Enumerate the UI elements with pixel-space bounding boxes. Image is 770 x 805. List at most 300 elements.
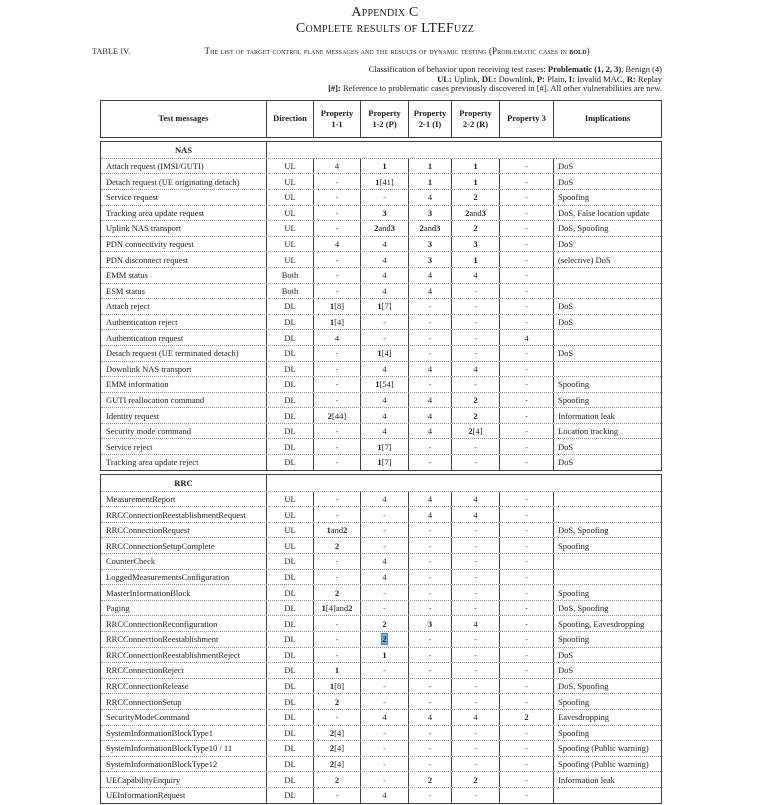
table-row bbox=[101, 376, 661, 392]
value-token: 1 bbox=[473, 161, 478, 172]
cell-direction: DL bbox=[266, 726, 313, 741]
cell-property bbox=[451, 299, 499, 314]
value-token: 4 bbox=[382, 790, 387, 801]
value-token: - bbox=[525, 254, 528, 265]
value-token: 1 bbox=[326, 525, 331, 536]
value-token: - bbox=[525, 618, 528, 629]
caption-suffix: ) bbox=[586, 46, 590, 56]
value-token: - bbox=[335, 441, 339, 452]
cell-message: LoggedMeasurementsConfiguration bbox=[106, 571, 230, 582]
cell-direction: DL bbox=[266, 772, 313, 787]
cell-message: EMM information bbox=[106, 379, 169, 390]
cell-message: GUTI reallocation command bbox=[106, 394, 205, 405]
table-row bbox=[101, 189, 661, 205]
value-token: [4] bbox=[325, 603, 336, 614]
column-header bbox=[266, 101, 313, 137]
cell-property bbox=[499, 741, 553, 756]
cell-property bbox=[499, 159, 553, 174]
value-token: 2 bbox=[343, 525, 348, 536]
cell-direction: UL bbox=[266, 206, 313, 221]
value-token: - bbox=[428, 379, 432, 390]
cell-implication bbox=[553, 507, 661, 522]
cell-direction: DL bbox=[266, 663, 313, 678]
cell-property bbox=[408, 523, 451, 538]
cell-direction: DL bbox=[266, 741, 313, 756]
cell-property bbox=[499, 346, 553, 361]
cell-direction: UL bbox=[266, 174, 313, 189]
cell-direction: DL bbox=[266, 554, 313, 569]
value-token: - bbox=[383, 743, 386, 754]
section-row-nas bbox=[101, 142, 661, 158]
cell-direction: DL bbox=[266, 362, 313, 377]
value-token: 2 bbox=[419, 223, 424, 234]
value-token: 2 bbox=[473, 774, 478, 785]
cell-property bbox=[451, 507, 499, 522]
cell-direction: DL bbox=[266, 710, 313, 725]
value-token: - bbox=[335, 270, 339, 281]
cell-implication: Spoofing bbox=[553, 538, 661, 553]
table-row bbox=[101, 662, 661, 678]
legend bbox=[0, 65, 662, 94]
cell-implication: Information leak bbox=[553, 772, 661, 787]
table-row bbox=[101, 756, 661, 772]
cell-direction: Both bbox=[266, 284, 313, 299]
value-token: - bbox=[428, 743, 432, 754]
cell-property bbox=[360, 601, 408, 616]
table-row bbox=[101, 771, 661, 787]
value-token: - bbox=[428, 317, 432, 328]
value-token: 4 bbox=[382, 394, 387, 405]
cell-property bbox=[313, 346, 360, 361]
value-token: - bbox=[525, 696, 528, 707]
cell-property bbox=[313, 601, 360, 616]
cell-property bbox=[313, 237, 360, 252]
value-token: - bbox=[428, 540, 432, 551]
value-token: - bbox=[474, 696, 477, 707]
value-token: 2 bbox=[329, 743, 335, 754]
value-token: - bbox=[383, 317, 386, 328]
value-token: - bbox=[428, 587, 432, 598]
cell-message: PDN disconnect request bbox=[106, 254, 189, 265]
cell-property bbox=[408, 284, 451, 299]
cell-direction: UL bbox=[266, 190, 313, 205]
section-label-cell bbox=[101, 142, 266, 158]
value-token: - bbox=[428, 681, 432, 692]
cell-property bbox=[360, 346, 408, 361]
cell-property bbox=[499, 424, 553, 439]
cell-property bbox=[360, 439, 408, 454]
value-token: - bbox=[525, 665, 528, 676]
cell-property bbox=[360, 523, 408, 538]
cell-direction: DL bbox=[266, 616, 313, 631]
value-token: 2 bbox=[473, 192, 478, 203]
cell-implication bbox=[553, 554, 661, 569]
cell-direction: DL bbox=[266, 601, 313, 616]
cell-property bbox=[360, 772, 408, 787]
value-token: - bbox=[383, 587, 386, 598]
cell-implication: (selective) DoS bbox=[553, 252, 661, 267]
cell-property bbox=[408, 648, 451, 663]
value-token: - bbox=[525, 743, 528, 754]
cell-property bbox=[408, 788, 451, 803]
table-caption-text bbox=[130, 46, 664, 56]
value-token: - bbox=[335, 192, 339, 203]
value-token: - bbox=[525, 774, 528, 785]
cell-property bbox=[360, 424, 408, 439]
column-header-line: Property 3 bbox=[507, 113, 546, 124]
value-token: - bbox=[525, 790, 528, 801]
cell-message: Attach reject bbox=[106, 301, 150, 312]
value-token: 1 bbox=[377, 457, 382, 468]
table-row bbox=[101, 787, 661, 803]
cell-property bbox=[408, 601, 451, 616]
cell-property bbox=[313, 788, 360, 803]
value-token: [7] bbox=[381, 301, 392, 312]
value-token: 4 bbox=[427, 285, 433, 296]
cell-implication: DoS bbox=[553, 648, 661, 663]
value-token: - bbox=[525, 457, 528, 468]
cell-direction: DL bbox=[266, 757, 313, 772]
value-token: - bbox=[525, 493, 528, 504]
value-token: - bbox=[428, 696, 432, 707]
cell-property bbox=[360, 788, 408, 803]
cell-property bbox=[451, 362, 499, 377]
table-row bbox=[101, 267, 661, 283]
cell-property bbox=[313, 648, 360, 663]
cell-property bbox=[313, 330, 360, 345]
cell-implication: DoS, Spoofing bbox=[553, 601, 661, 616]
cell-message: MasterInformationBlock bbox=[106, 587, 191, 598]
cell-property bbox=[313, 616, 360, 631]
cell-message: EMM status bbox=[106, 270, 148, 281]
value-token: 4 bbox=[382, 285, 387, 296]
cell-property bbox=[360, 393, 408, 408]
cell-property bbox=[499, 377, 553, 392]
value-token: 2 bbox=[465, 207, 470, 218]
value-token: 4 bbox=[334, 239, 340, 250]
value-token: - bbox=[474, 790, 477, 801]
value-token: 1 bbox=[375, 176, 380, 187]
cell-property bbox=[408, 570, 451, 585]
value-token: - bbox=[474, 759, 477, 770]
cell-property bbox=[451, 206, 499, 221]
column-header-line: Property bbox=[320, 107, 354, 118]
value-token: - bbox=[525, 270, 528, 281]
value-token: [7] bbox=[381, 441, 392, 452]
cell-property bbox=[408, 221, 451, 236]
cell-property bbox=[360, 538, 408, 553]
cell-property bbox=[313, 757, 360, 772]
value-token: - bbox=[525, 379, 528, 390]
legend-line bbox=[0, 84, 662, 94]
value-token: - bbox=[474, 441, 477, 452]
value-token: [44] bbox=[332, 410, 347, 421]
cell-property bbox=[360, 315, 408, 330]
value-token: - bbox=[335, 712, 339, 723]
cell-property bbox=[313, 284, 360, 299]
value-token: - bbox=[335, 426, 339, 437]
value-token: 4 bbox=[382, 239, 387, 250]
column-header-line: 2-2 (R) bbox=[462, 118, 489, 129]
value-token: - bbox=[383, 727, 386, 738]
cell-property bbox=[313, 570, 360, 585]
value-token: [7] bbox=[381, 457, 392, 468]
cell-implication bbox=[553, 362, 661, 377]
cell-property bbox=[451, 393, 499, 408]
value-token: - bbox=[383, 603, 386, 614]
table-row bbox=[101, 647, 661, 663]
cell-property bbox=[313, 538, 360, 553]
value-token: - bbox=[335, 556, 339, 567]
cell-property bbox=[360, 726, 408, 741]
value-token: [4] bbox=[334, 317, 345, 328]
cell-property bbox=[313, 206, 360, 221]
cell-message: RRCConnectionReestablishmentRequest bbox=[106, 509, 246, 520]
column-header-line: Implications bbox=[584, 113, 631, 124]
value-token: [54] bbox=[379, 379, 394, 390]
table-row bbox=[101, 740, 661, 756]
cell-property bbox=[408, 206, 451, 221]
cell-property bbox=[499, 455, 553, 470]
value-token: 2 bbox=[334, 774, 340, 785]
value-token: - bbox=[525, 587, 528, 598]
column-header bbox=[313, 101, 360, 137]
value-token: 4 bbox=[382, 712, 387, 723]
value-token: 3 bbox=[436, 223, 441, 234]
cell-property bbox=[499, 632, 553, 647]
table-row bbox=[101, 236, 661, 252]
value-token: 4 bbox=[473, 363, 478, 374]
cell-property bbox=[360, 174, 408, 189]
cell-property bbox=[408, 346, 451, 361]
legend-segment: UL: bbox=[437, 73, 452, 84]
value-token: 2 bbox=[468, 426, 473, 437]
cell-property bbox=[451, 439, 499, 454]
value-token: 2 bbox=[334, 696, 340, 707]
value-token: 2 bbox=[374, 223, 379, 234]
cell-message: SystemInformationBlockType10 / 11 bbox=[106, 743, 233, 754]
cell-property bbox=[499, 757, 553, 772]
cell-property bbox=[451, 538, 499, 553]
value-token: - bbox=[428, 301, 432, 312]
legend-segment: Downlink, bbox=[496, 73, 537, 84]
section-spacer-cell bbox=[266, 475, 661, 491]
cell-property bbox=[451, 788, 499, 803]
cell-property bbox=[313, 268, 360, 283]
cell-property bbox=[499, 284, 553, 299]
value-token: - bbox=[525, 634, 528, 645]
cell-property bbox=[360, 585, 408, 600]
cell-property bbox=[499, 237, 553, 252]
column-header-line: Property bbox=[368, 107, 401, 118]
cell-direction: DL bbox=[266, 788, 313, 803]
value-token: 3 bbox=[390, 223, 395, 234]
column-header-line: 1-2 (P) bbox=[372, 118, 397, 129]
cell-message: ESM status bbox=[106, 285, 145, 296]
caption-bold-word: bold bbox=[569, 46, 587, 56]
table-row bbox=[101, 600, 661, 616]
cell-property bbox=[408, 710, 451, 725]
cell-implication bbox=[553, 268, 661, 283]
cell-implication: DoS bbox=[553, 174, 661, 189]
section-label-cell bbox=[101, 475, 266, 491]
table-row bbox=[101, 407, 661, 423]
table-row bbox=[101, 491, 661, 507]
value-token: - bbox=[335, 571, 339, 582]
cell-implication bbox=[553, 330, 661, 345]
value-token: - bbox=[383, 540, 386, 551]
cell-property bbox=[313, 315, 360, 330]
column-header-line: Test messages bbox=[158, 113, 209, 124]
cell-property bbox=[408, 174, 451, 189]
cell-direction: DL bbox=[266, 315, 313, 330]
table-row bbox=[101, 158, 661, 174]
cell-property bbox=[499, 190, 553, 205]
value-token: - bbox=[428, 332, 432, 343]
value-token: 4 bbox=[382, 363, 387, 374]
cell-property bbox=[408, 362, 451, 377]
cell-direction: DL bbox=[266, 648, 313, 663]
cell-implication: DoS, Spoofing bbox=[553, 523, 661, 538]
column-header-line: Property bbox=[413, 107, 447, 118]
value-token: - bbox=[474, 301, 477, 312]
cell-direction: DL bbox=[266, 408, 313, 423]
cell-direction: DL bbox=[266, 377, 313, 392]
value-token: 3 bbox=[427, 207, 433, 218]
cell-direction: UL bbox=[266, 492, 313, 507]
table-row bbox=[101, 298, 661, 314]
value-token: - bbox=[383, 525, 386, 536]
cell-property bbox=[451, 424, 499, 439]
value-token: [4] bbox=[334, 743, 345, 754]
cell-message: RRCConnectionReestablishment bbox=[106, 634, 219, 645]
value-token: [4] bbox=[334, 727, 345, 738]
value-token: - bbox=[474, 681, 477, 692]
legend-segment: P: bbox=[536, 73, 545, 84]
cell-property bbox=[451, 492, 499, 507]
value-token: 1 bbox=[377, 441, 382, 452]
cell-implication bbox=[553, 284, 661, 299]
cell-message: Paging bbox=[106, 603, 130, 614]
cell-implication bbox=[553, 788, 661, 803]
cell-property bbox=[499, 554, 553, 569]
cell-property bbox=[408, 439, 451, 454]
cell-property bbox=[499, 679, 553, 694]
cell-property bbox=[360, 362, 408, 377]
cell-property bbox=[313, 159, 360, 174]
value-token: - bbox=[335, 394, 339, 405]
value-token: - bbox=[428, 790, 432, 801]
table-row bbox=[101, 678, 661, 694]
cell-property bbox=[499, 330, 553, 345]
value-token: - bbox=[525, 176, 528, 187]
cell-property bbox=[408, 585, 451, 600]
cell-property bbox=[451, 190, 499, 205]
cell-property bbox=[408, 315, 451, 330]
cell-implication: Spoofing (Public warning) bbox=[553, 741, 661, 756]
value-token: - bbox=[335, 223, 339, 234]
cell-direction: DL bbox=[266, 330, 313, 345]
cell-message: RRCConnectionRelease bbox=[106, 681, 189, 692]
cell-property bbox=[451, 315, 499, 330]
value-token: - bbox=[428, 556, 432, 567]
column-header-line: Property bbox=[459, 107, 492, 118]
cell-implication: DoS bbox=[553, 315, 661, 330]
cell-property bbox=[360, 455, 408, 470]
value-token: - bbox=[474, 727, 477, 738]
value-token: 1 bbox=[382, 649, 387, 660]
cell-property bbox=[408, 632, 451, 647]
cell-property bbox=[313, 439, 360, 454]
legend-segment: Classification of behavior upon receiving test cases: bbox=[368, 64, 548, 74]
value-token: 4 bbox=[427, 363, 433, 374]
legend-segment: I: bbox=[568, 73, 575, 84]
cell-property bbox=[360, 694, 408, 709]
cell-property bbox=[499, 772, 553, 787]
cell-property bbox=[313, 299, 360, 314]
value-token: - bbox=[525, 540, 528, 551]
cell-implication: DoS, False location update bbox=[553, 206, 661, 221]
cell-property bbox=[451, 268, 499, 283]
cell-property bbox=[360, 408, 408, 423]
cell-message: RRCConnectionReject bbox=[106, 665, 184, 676]
cell-implication: Spoofing bbox=[553, 694, 661, 709]
cell-property bbox=[313, 174, 360, 189]
value-token: - bbox=[335, 207, 339, 218]
cell-implication: DoS bbox=[553, 159, 661, 174]
value-token: - bbox=[428, 571, 432, 582]
value-token: - bbox=[525, 317, 528, 328]
cell-property bbox=[499, 268, 553, 283]
cell-property bbox=[408, 507, 451, 522]
section-spacer-cell bbox=[266, 142, 661, 158]
value-token: 4 bbox=[334, 161, 340, 172]
value-token: - bbox=[474, 457, 477, 468]
cell-property bbox=[451, 523, 499, 538]
value-token: - bbox=[474, 317, 477, 328]
value-token: 2 bbox=[348, 603, 353, 614]
cell-implication: Spoofing bbox=[553, 632, 661, 647]
cell-direction: UL bbox=[266, 507, 313, 522]
value-token: 4 bbox=[382, 571, 387, 582]
value-token: - bbox=[474, 525, 477, 536]
legend-segment: Reference to problematic cases previously discovered in [#]. All other vulnerabilities are new. bbox=[340, 83, 662, 94]
cell-property bbox=[408, 694, 451, 709]
column-header bbox=[451, 101, 499, 137]
cell-property bbox=[451, 710, 499, 725]
cell-property bbox=[313, 772, 360, 787]
value-token: - bbox=[525, 426, 528, 437]
value-token: 4 bbox=[473, 493, 478, 504]
cell-property bbox=[408, 538, 451, 553]
cell-property bbox=[360, 507, 408, 522]
table-row bbox=[101, 584, 661, 600]
table-row bbox=[101, 569, 661, 585]
cell-implication: DoS bbox=[553, 439, 661, 454]
value-token: - bbox=[474, 587, 477, 598]
value-token: 3 bbox=[427, 239, 433, 250]
column-header bbox=[553, 101, 661, 137]
table-row bbox=[101, 725, 661, 741]
appendix-titles bbox=[0, 0, 770, 37]
cell-implication: DoS bbox=[553, 237, 661, 252]
cell-message: Service reject bbox=[106, 441, 153, 452]
cell-direction: DL bbox=[266, 299, 313, 314]
table-number-label: TABLE IV. bbox=[92, 47, 131, 56]
cell-property bbox=[360, 206, 408, 221]
cell-message: UEInformationRequest bbox=[106, 790, 186, 801]
cell-property bbox=[408, 377, 451, 392]
